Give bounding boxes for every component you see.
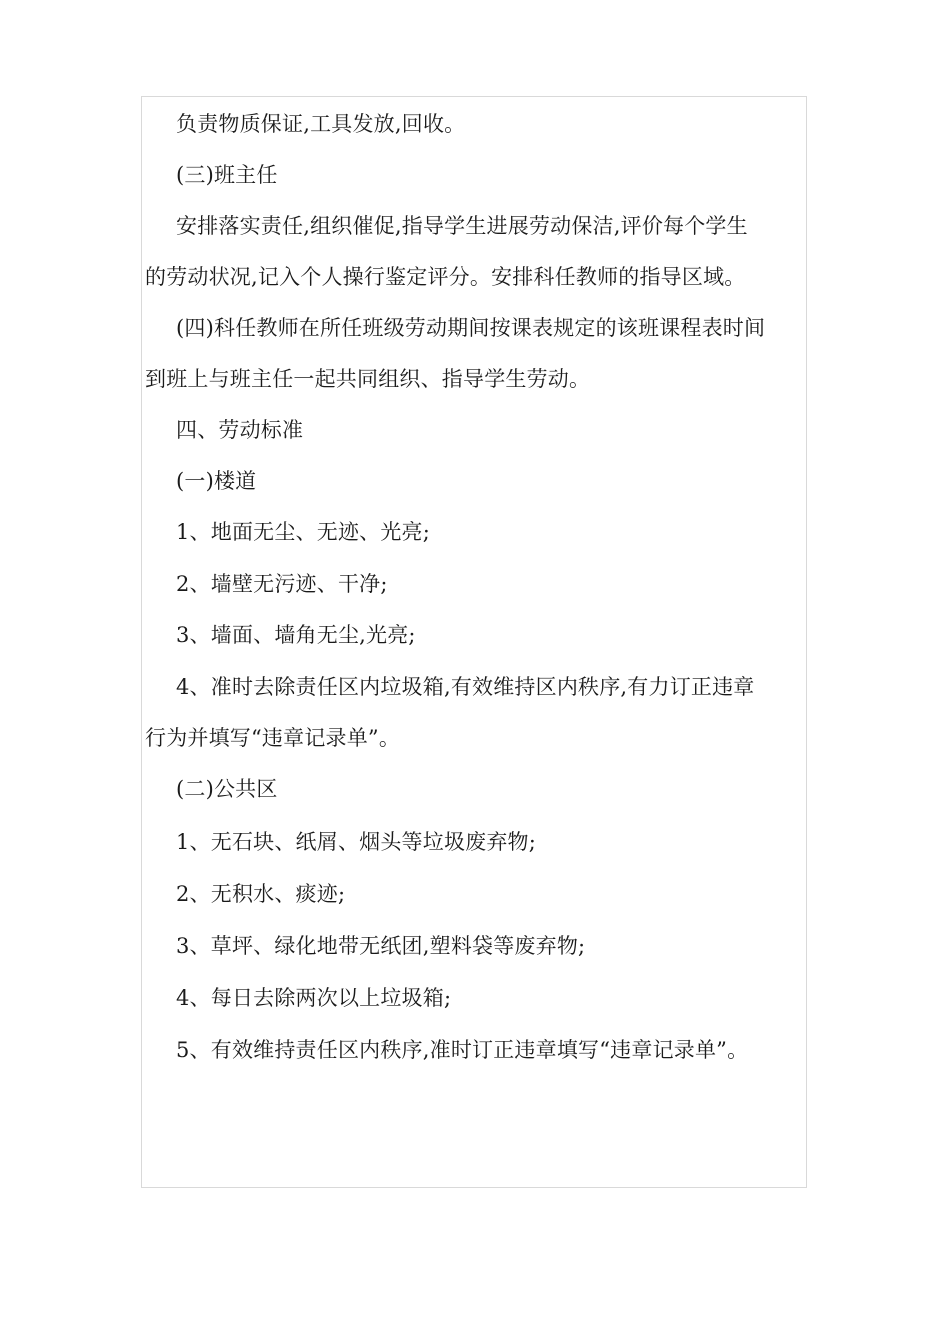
section-heading: (三)班主任: [176, 163, 278, 187]
list-item: 3、草坪、绿化地带无纸团,塑料袋等废弃物;: [176, 934, 586, 958]
section-heading: 四、劳动标准: [176, 418, 304, 442]
list-item: 2、无积水、痰迹;: [176, 882, 346, 906]
paragraph-line: 到班上与班主任一起共同组织、指导学生劳动。: [145, 367, 591, 391]
list-item: 4、每日去除两次以上垃圾箱;: [176, 986, 452, 1010]
paragraph-line: 的劳动状况,记入个人操行鉴定评分。安排科任教师的指导区域。: [145, 265, 746, 289]
paragraph-line: 负责物质保证,工具发放,回收。: [176, 112, 466, 136]
list-item: 4、准时去除责任区内垃圾箱,有效维持区内秩序,有力订正违章: [176, 675, 755, 699]
paragraph-line: 安排落实责任,组织催促,指导学生进展劳动保洁,评价每个学生: [176, 214, 748, 238]
list-item: 5、有效维持责任区内秩序,准时订正违章填写“违章记录单”。: [176, 1038, 749, 1062]
list-item: 2、墙壁无污迹、干净;: [176, 572, 388, 596]
list-item: 1、无石块、纸屑、烟头等垃圾废弃物;: [176, 830, 537, 854]
paragraph-line: (四)科任教师在所任班级劳动期间按课表规定的该班课程表时间: [176, 316, 766, 340]
section-heading: (一)楼道: [176, 469, 257, 493]
section-heading: (二)公共区: [176, 777, 278, 801]
list-item: 3、墙面、墙角无尘,光亮;: [176, 623, 416, 647]
list-item: 1、地面无尘、无迹、光亮;: [176, 520, 431, 544]
paragraph-line: 行为并填写“违章记录单”。: [145, 726, 401, 750]
